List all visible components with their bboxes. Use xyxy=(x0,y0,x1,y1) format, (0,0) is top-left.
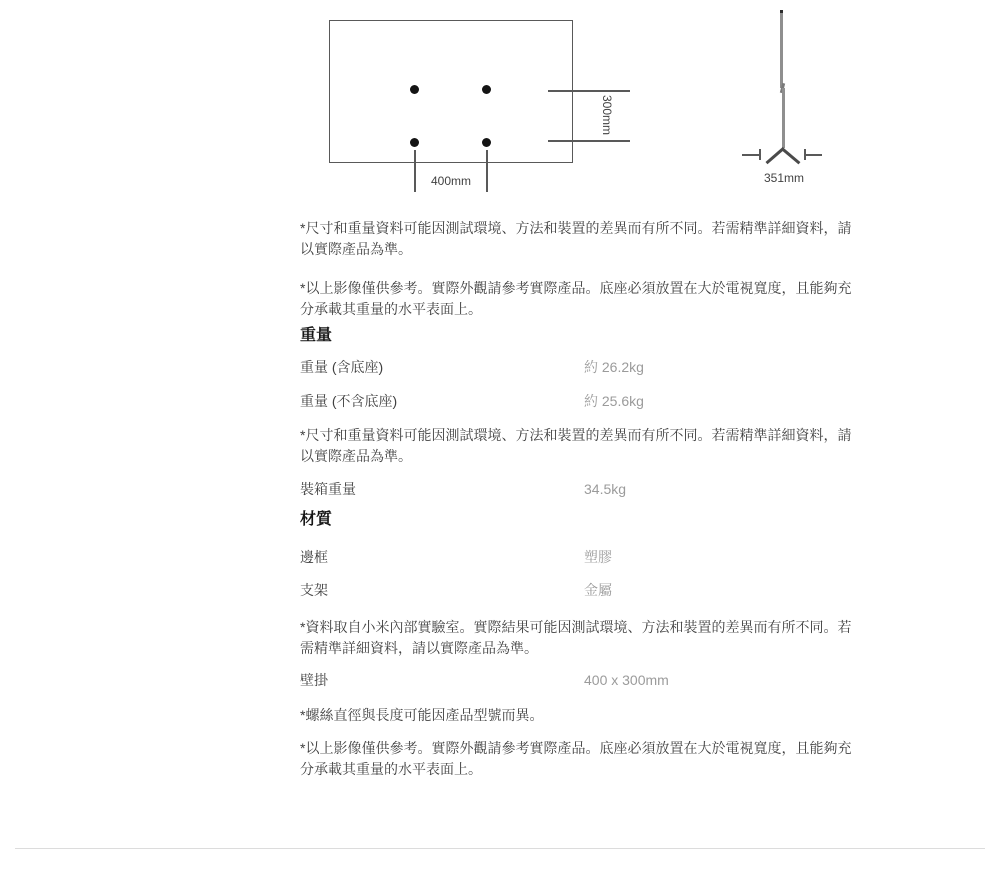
vesa-hole-top-left xyxy=(410,85,419,94)
stand-depth-dimension-left-tick xyxy=(759,149,761,160)
vesa-height-label: 300mm xyxy=(600,94,614,136)
vesa-hole-top-right xyxy=(482,85,491,94)
spec-label: 重量 (含底座) xyxy=(300,359,384,375)
note-measurement-disclaimer-1: *尺寸和重量資料可能因測試環境、方法和裝置的差異而有所不同。若需精準詳細資料，請以實際產品為準。 xyxy=(300,220,852,257)
vesa-width-dimension-line-left xyxy=(414,150,416,192)
dimension-diagrams xyxy=(0,0,1000,210)
bottom-divider xyxy=(15,848,985,849)
spec-label: 邊框 xyxy=(300,549,328,565)
vesa-hole-bottom-left xyxy=(410,138,419,147)
vesa-hole-bottom-right xyxy=(482,138,491,147)
spec-value: 400 x 300mm xyxy=(584,672,669,688)
spec-row-package-weight xyxy=(300,479,853,500)
note-image-disclaimer-1: *以上影像僅供參考。實際外觀請參考實際產品。底座必須放置在大於電視寬度，且能夠充分承載其重量的水平表面上。 xyxy=(300,280,852,317)
spec-value: 塑膠 xyxy=(584,549,612,565)
spec-label: 壁掛 xyxy=(300,672,328,688)
note-screw-disclaimer: *螺絲直徑與長度可能因產品型號而異。 xyxy=(300,707,544,723)
spec-value: 34.5kg xyxy=(584,481,627,497)
vesa-width-label: 400mm xyxy=(430,174,472,188)
vesa-plate-outline xyxy=(329,20,573,163)
stand-leg-right xyxy=(781,147,800,164)
tv-side-profile-lower xyxy=(782,88,785,148)
vesa-height-dimension-line-bottom xyxy=(548,140,630,142)
vesa-width-dimension-line-right xyxy=(486,150,488,192)
spec-value: 約 26.2kg xyxy=(584,359,644,375)
spec-row-frame-material xyxy=(300,547,853,568)
spec-row-stand-material xyxy=(300,580,853,601)
spec-label: 重量 (不含底座) xyxy=(300,393,398,409)
section-heading-weight: 重量 xyxy=(300,327,333,344)
tv-side-profile-upper xyxy=(780,10,783,88)
spec-content xyxy=(300,218,853,780)
note-lab-disclaimer: *資料取自小米內部實驗室。實際結果可能因測試環境、方法和裝置的差異而有所不同。若需精準詳細資料，請以實際產品為準。 xyxy=(300,619,852,656)
note-measurement-disclaimer-2: *尺寸和重量資料可能因測試環境、方法和裝置的差異而有所不同。若需精準詳細資料，請以實際產品為準。 xyxy=(300,427,852,464)
note-image-disclaimer-2: *以上影像僅供參考。實際外觀請參考實際產品。底座必須放置在大於電視寬度，且能夠充分承載其重量的水平表面上。 xyxy=(300,740,852,777)
stand-depth-dimension-left-line xyxy=(742,154,759,156)
vesa-height-dimension-line-top xyxy=(548,90,630,92)
spec-row-weight-without-stand xyxy=(300,391,853,412)
spec-row-wall-mount xyxy=(300,670,853,691)
section-heading-material: 材質 xyxy=(300,511,333,528)
stand-depth-dimension-right-line xyxy=(805,154,822,156)
spec-label: 裝箱重量 xyxy=(300,481,356,497)
spec-value: 金屬 xyxy=(584,582,612,598)
spec-row-weight-with-stand xyxy=(300,357,853,378)
stand-depth-label: 351mm xyxy=(763,171,805,185)
spec-value: 約 25.6kg xyxy=(584,393,644,409)
spec-label: 支架 xyxy=(300,582,328,598)
